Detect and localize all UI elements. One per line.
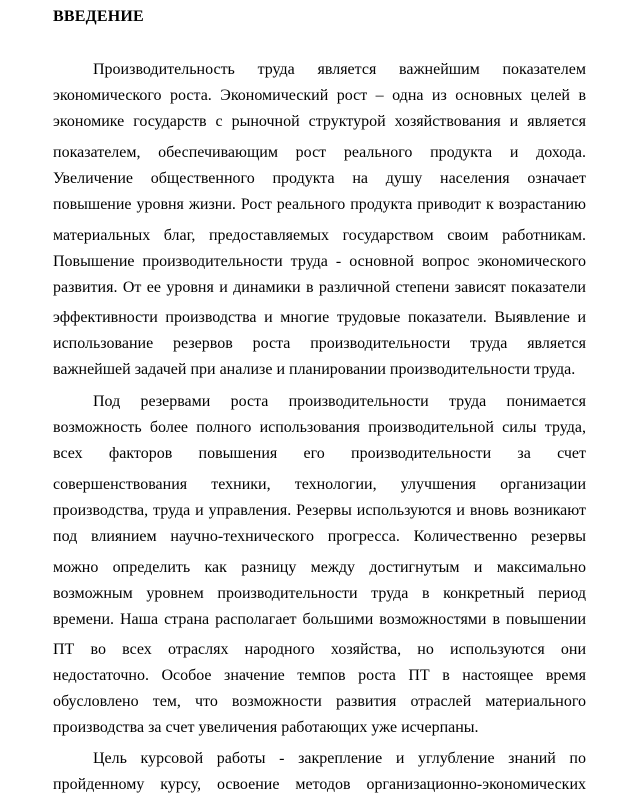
text-line: Повышение производительности труда - основной вопрос экономического (53, 253, 586, 270)
text-line: экономике государств с рыночной структурой хозяйствования и является (53, 113, 586, 130)
text-line: повышение уровня жизни. Рост реального продукта приводит к возрастанию (53, 196, 586, 213)
text-line: недостаточно. Особое значение темпов роста ПТ в настоящее время (53, 667, 586, 684)
text-line: времени. Наша страна располагает большими возможностями в повышении (53, 611, 586, 628)
text-line: Производительность труда является важнейшим показателем (93, 61, 586, 78)
text-line: ПТ во всех отраслях народного хозяйства, но используются они (53, 641, 586, 658)
text-line: производства, труда и управления. Резервы используются и вновь возникают (53, 502, 586, 519)
text-line: экономического роста. Экономический рост – одна из основных целей в (53, 87, 586, 104)
text-line: использование резервов роста производительности труда является (53, 335, 586, 352)
text-line: пройденному курсу, освоение методов организационно-экономических (53, 776, 586, 793)
text-line: Цель курсовой работы - закрепление и углубление знаний по (93, 750, 586, 767)
text-line: производства за счет увеличения работающих уже исчерпаны. (53, 719, 479, 736)
text-line: возможным уровнем производительности труда в конкретный период (53, 585, 586, 602)
section-heading: ВВЕДЕНИЕ (53, 8, 144, 25)
text-line: материальных благ, предоставляемых государством своим работникам. (53, 227, 586, 244)
text-line: показателем, обеспечивающим рост реального продукта и дохода. (53, 144, 586, 161)
text-line: важнейшей задачей при анализе и планировании производительности труда. (53, 361, 576, 378)
text-line: обусловлено тем, что возможности развития отраслей материального (53, 693, 586, 710)
text-line: под влиянием научно-технического прогресса. Количественно резервы (53, 528, 586, 545)
text-line: эффективности производства и многие трудовые показатели. Выявление и (53, 309, 586, 326)
text-line: можно определить как разницу между достигнутым и максимально (53, 559, 586, 576)
text-line: Под резервами роста производительности труда понимается (93, 393, 586, 410)
text-line: совершенствования техники, технологии, улучшения организации (53, 476, 586, 493)
text-line: всех факторов повышения его производительности за счет (53, 445, 586, 462)
text-line: Увеличение общественного продукта на душу населения означает (53, 170, 586, 187)
text-line: возможность более полного использования производительной силы труда, (53, 419, 586, 436)
text-line: развития. От ее уровня и динамики в различной степени зависят показатели (53, 279, 586, 296)
